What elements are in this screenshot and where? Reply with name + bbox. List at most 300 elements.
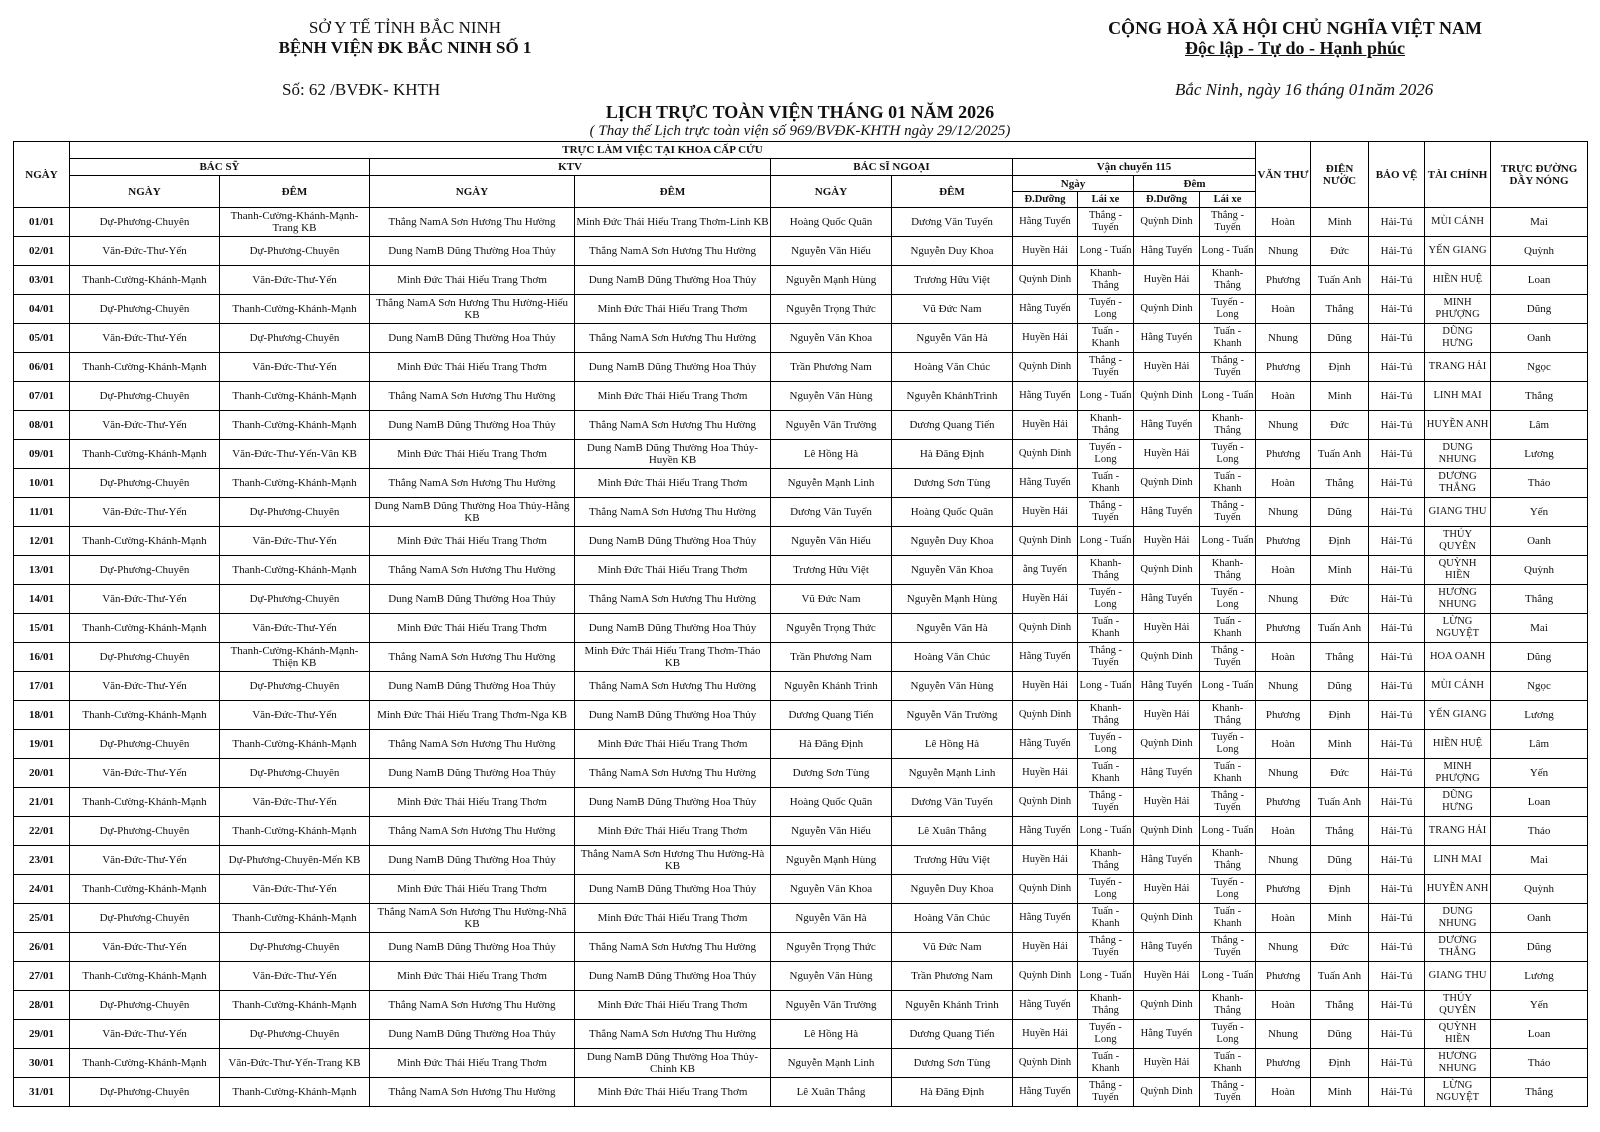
header-clerical: VĂN THƯ xyxy=(1256,142,1311,208)
cell-ktv-day: Dung NamB Dũng Thường Hoa Thủy xyxy=(370,585,575,614)
cell-date: 21/01 xyxy=(14,788,70,817)
cell-date: 24/01 xyxy=(14,875,70,904)
cell-transport-day-nurse: Huyền Hải xyxy=(1013,324,1078,353)
cell-clerical: Phương xyxy=(1256,266,1311,295)
cell-transport-day-nurse: Quỳnh Dinh xyxy=(1013,440,1078,469)
header-doctor: BÁC SỸ xyxy=(70,159,370,176)
cell-doctor-day: Dự-Phương-Chuyên xyxy=(70,208,220,237)
cell-finance: HOA OANH xyxy=(1425,643,1491,672)
cell-transport-day-driver: Tuyến - Long xyxy=(1078,1020,1134,1049)
cell-hotline: Dũng xyxy=(1491,643,1588,672)
cell-ktv-day: Thắng NamA Sơn Hương Thu Hường xyxy=(370,208,575,237)
cell-external-day: Nguyễn Văn Trường xyxy=(771,991,892,1020)
cell-hotline: Lương xyxy=(1491,962,1588,991)
table-row xyxy=(14,382,1588,411)
cell-security: Hải-Tú xyxy=(1369,846,1425,875)
cell-doctor-day: Văn-Đức-Thư-Yến xyxy=(70,411,220,440)
cell-transport-night-driver: Khanh-Thắng xyxy=(1200,556,1256,585)
cell-ktv-day: Dung NamB Dũng Thường Hoa Thủy xyxy=(370,672,575,701)
cell-transport-day-nurse: Huyền Hải xyxy=(1013,1020,1078,1049)
cell-finance: MÙI CẢNH xyxy=(1425,672,1491,701)
cell-doctor-night: Văn-Đức-Thư-Yến xyxy=(220,527,370,556)
cell-finance: QUỲNH HIỀN xyxy=(1425,1020,1491,1049)
table-row xyxy=(14,730,1588,759)
cell-ktv-day: Dung NamB Dũng Thường Hoa Thủy xyxy=(370,759,575,788)
cell-utilities: Minh xyxy=(1311,1078,1369,1107)
cell-date: 16/01 xyxy=(14,643,70,672)
cell-utilities: Định xyxy=(1311,527,1369,556)
cell-clerical: Hoàn xyxy=(1256,208,1311,237)
cell-transport-day-nurse: Quỳnh Dinh xyxy=(1013,614,1078,643)
cell-hotline: Lương xyxy=(1491,701,1588,730)
table-row xyxy=(14,295,1588,324)
cell-date: 29/01 xyxy=(14,1020,70,1049)
cell-transport-night-driver: Tuyến - Long xyxy=(1200,730,1256,759)
cell-date: 08/01 xyxy=(14,411,70,440)
cell-external-day: Dương Sơn Tùng xyxy=(771,759,892,788)
cell-ktv-night: Thắng NamA Sơn Hương Thu Hường xyxy=(575,585,771,614)
cell-doctor-day: Dự-Phương-Chuyên xyxy=(70,469,220,498)
cell-security: Hải-Tú xyxy=(1369,469,1425,498)
table-row xyxy=(14,324,1588,353)
cell-external-night: Nguyễn Văn Hà xyxy=(892,324,1013,353)
cell-utilities: Đức xyxy=(1311,411,1369,440)
cell-doctor-day: Dự-Phương-Chuyên xyxy=(70,1078,220,1107)
table-row xyxy=(14,904,1588,933)
cell-doctor-night: Dự-Phương-Chuyên xyxy=(220,498,370,527)
cell-utilities: Đức xyxy=(1311,933,1369,962)
cell-hotline: Yến xyxy=(1491,991,1588,1020)
cell-external-night: Vũ Đức Nam xyxy=(892,295,1013,324)
cell-external-night: Nguyễn Duy Khoa xyxy=(892,875,1013,904)
cell-external-day: Nguyễn Mạnh Linh xyxy=(771,1049,892,1078)
cell-utilities: Minh xyxy=(1311,556,1369,585)
cell-transport-day-driver: Khanh-Thắng xyxy=(1078,266,1134,295)
cell-doctor-night: Dự-Phương-Chuyên-Mến KB xyxy=(220,846,370,875)
cell-finance: QUỲNH HIỀN xyxy=(1425,556,1491,585)
cell-external-night: Dương Quang Tiến xyxy=(892,411,1013,440)
cell-security: Hải-Tú xyxy=(1369,788,1425,817)
cell-ktv-night: Minh Đức Thái Hiếu Trang Thơm xyxy=(575,730,771,759)
cell-transport-night-nurse: Hằng Tuyến xyxy=(1134,1020,1200,1049)
cell-hotline: Thắng xyxy=(1491,382,1588,411)
cell-ktv-night: Dung NamB Dũng Thường Hoa Thủy xyxy=(575,353,771,382)
cell-utilities: Tuấn Anh xyxy=(1311,788,1369,817)
cell-ktv-day: Dung NamB Dũng Thường Hoa Thủy xyxy=(370,324,575,353)
cell-external-day: Dương Quang Tiến xyxy=(771,701,892,730)
cell-security: Hải-Tú xyxy=(1369,643,1425,672)
cell-clerical: Nhung xyxy=(1256,585,1311,614)
cell-doctor-night: Văn-Đức-Thư-Yến xyxy=(220,701,370,730)
table-row xyxy=(14,1020,1588,1049)
cell-transport-day-driver: Tuyến - Long xyxy=(1078,875,1134,904)
cell-doctor-night: Văn-Đức-Thư-Yến xyxy=(220,875,370,904)
cell-external-night: Nguyễn Mạnh Linh xyxy=(892,759,1013,788)
cell-transport-night-driver: Tuấn - Khanh xyxy=(1200,469,1256,498)
cell-ktv-day: Minh Đức Thái Hiếu Trang Thơm xyxy=(370,614,575,643)
cell-doctor-day: Dự-Phương-Chuyên xyxy=(70,730,220,759)
cell-transport-night-driver: Long - Tuấn xyxy=(1200,817,1256,846)
cell-transport-night-driver: Khanh-Thắng xyxy=(1200,991,1256,1020)
cell-clerical: Phương xyxy=(1256,614,1311,643)
cell-ktv-night: Dung NamB Dũng Thường Hoa Thủy xyxy=(575,875,771,904)
cell-transport-day-driver: Long - Tuấn xyxy=(1078,237,1134,266)
cell-external-day: Nguyễn Văn Trường xyxy=(771,411,892,440)
cell-transport-day-driver: Thắng - Tuyến xyxy=(1078,498,1134,527)
cell-external-night: Nguyễn Văn Khoa xyxy=(892,556,1013,585)
cell-hotline: Ngọc xyxy=(1491,353,1588,382)
cell-external-night: Trần Phương Nam xyxy=(892,962,1013,991)
header-utilities: ĐIỆN NƯỚC xyxy=(1311,142,1369,208)
cell-security: Hải-Tú xyxy=(1369,411,1425,440)
cell-utilities: Dũng xyxy=(1311,672,1369,701)
cell-external-night: Hà Đăng Định xyxy=(892,440,1013,469)
cell-date: 31/01 xyxy=(14,1078,70,1107)
cell-security: Hải-Tú xyxy=(1369,1020,1425,1049)
cell-doctor-day: Dự-Phương-Chuyên xyxy=(70,904,220,933)
cell-doctor-night: Dự-Phương-Chuyên xyxy=(220,672,370,701)
cell-external-day: Nguyễn Văn Hiếu xyxy=(771,817,892,846)
cell-transport-night-nurse: Quỳnh Dinh xyxy=(1134,469,1200,498)
cell-doctor-day: Thanh-Cường-Khánh-Mạnh xyxy=(70,701,220,730)
cell-clerical: Nhung xyxy=(1256,324,1311,353)
cell-doctor-night: Văn-Đức-Thư-Yến-Vân KB xyxy=(220,440,370,469)
cell-ktv-night: Minh Đức Thái Hiếu Trang Thơm xyxy=(575,556,771,585)
cell-ktv-day: Dung NamB Dũng Thường Hoa Thủy xyxy=(370,411,575,440)
cell-transport-night-nurse: Hằng Tuyến xyxy=(1134,498,1200,527)
cell-date: 17/01 xyxy=(14,672,70,701)
cell-external-day: Nguyễn Văn Khoa xyxy=(771,324,892,353)
cell-doctor-night: Dự-Phương-Chuyên xyxy=(220,933,370,962)
header-transport-night-driver: Lái xe xyxy=(1200,192,1256,208)
cell-security: Hải-Tú xyxy=(1369,382,1425,411)
cell-ktv-night: Minh Đức Thái Hiếu Trang Thơm-Linh KB xyxy=(575,208,771,237)
cell-hotline: Yến xyxy=(1491,759,1588,788)
table-row xyxy=(14,556,1588,585)
cell-clerical: Phương xyxy=(1256,440,1311,469)
cell-ktv-night: Thắng NamA Sơn Hương Thu Hường xyxy=(575,498,771,527)
cell-clerical: Hoàn xyxy=(1256,1078,1311,1107)
cell-ktv-day: Minh Đức Thái Hiếu Trang Thơm xyxy=(370,353,575,382)
cell-clerical: Phương xyxy=(1256,701,1311,730)
cell-clerical: Nhung xyxy=(1256,411,1311,440)
cell-ktv-night: Dung NamB Dũng Thường Hoa Thủy xyxy=(575,962,771,991)
cell-hotline: Dũng xyxy=(1491,933,1588,962)
cell-transport-day-nurse: Huyền Hải xyxy=(1013,237,1078,266)
cell-ktv-night: Thắng NamA Sơn Hương Thu Hường xyxy=(575,759,771,788)
cell-utilities: Thắng xyxy=(1311,295,1369,324)
header-ext-night: ĐÊM xyxy=(892,176,1013,208)
cell-transport-night-nurse: Quỳnh Dinh xyxy=(1134,208,1200,237)
cell-ktv-night: Dung NamB Dũng Thường Hoa Thủy xyxy=(575,266,771,295)
cell-doctor-day: Dự-Phương-Chuyên xyxy=(70,643,220,672)
table-row xyxy=(14,788,1588,817)
cell-transport-night-nurse: Huyền Hải xyxy=(1134,875,1200,904)
cell-transport-night-nurse: Huyền Hải xyxy=(1134,962,1200,991)
cell-finance: HIỀN HUỆ xyxy=(1425,730,1491,759)
cell-external-night: Dương Văn Tuyến xyxy=(892,208,1013,237)
cell-clerical: Nhung xyxy=(1256,933,1311,962)
cell-external-night: Hoàng Văn Chúc xyxy=(892,353,1013,382)
cell-doctor-day: Văn-Đức-Thư-Yến xyxy=(70,324,220,353)
issuer-header xyxy=(215,18,595,58)
table-row xyxy=(14,759,1588,788)
cell-ktv-day: Minh Đức Thái Hiếu Trang Thơm xyxy=(370,266,575,295)
cell-security: Hải-Tú xyxy=(1369,295,1425,324)
document-number: Số: 62 /BVĐK- KHTH xyxy=(282,80,441,99)
cell-transport-day-driver: Long - Tuấn xyxy=(1078,962,1134,991)
cell-clerical: Hoàn xyxy=(1256,991,1311,1020)
cell-ktv-day: Dung NamB Dũng Thường Hoa Thủy xyxy=(370,237,575,266)
cell-hotline: Thảo xyxy=(1491,469,1588,498)
header-transport-day-driver: Lái xe xyxy=(1078,192,1134,208)
cell-transport-night-driver: Tuấn - Khanh xyxy=(1200,614,1256,643)
cell-external-day: Nguyễn Văn Hiếu xyxy=(771,527,892,556)
cell-doctor-day: Dự-Phương-Chuyên xyxy=(70,817,220,846)
cell-transport-day-nurse: Quỳnh Dinh xyxy=(1013,788,1078,817)
cell-transport-night-driver: Tuyến - Long xyxy=(1200,875,1256,904)
cell-transport-night-driver: Tuấn - Khanh xyxy=(1200,904,1256,933)
table-row xyxy=(14,208,1588,237)
cell-date: 28/01 xyxy=(14,991,70,1020)
cell-doctor-day: Thanh-Cường-Khánh-Mạnh xyxy=(70,875,220,904)
cell-doctor-day: Văn-Đức-Thư-Yến xyxy=(70,846,220,875)
cell-finance: MÙI CẢNH xyxy=(1425,208,1491,237)
cell-transport-day-driver: Long - Tuấn xyxy=(1078,382,1134,411)
cell-finance: DŨNG HƯNG xyxy=(1425,788,1491,817)
cell-date: 07/01 xyxy=(14,382,70,411)
cell-transport-night-driver: Thắng - Tuyến xyxy=(1200,1078,1256,1107)
issuer-department: SỞ Y TẾ TỈNH BẮC NINH xyxy=(308,18,502,37)
cell-external-day: Nguyễn Trọng Thức xyxy=(771,933,892,962)
cell-external-night: Vũ Đức Nam xyxy=(892,933,1013,962)
cell-security: Hải-Tú xyxy=(1369,585,1425,614)
cell-doctor-day: Văn-Đức-Thư-Yến xyxy=(70,237,220,266)
header-day: NGÀY xyxy=(14,142,70,208)
cell-ktv-day: Minh Đức Thái Hiếu Trang Thơm-Nga KB xyxy=(370,701,575,730)
cell-transport-night-nurse: Huyền Hải xyxy=(1134,788,1200,817)
cell-ktv-day: Thắng NamA Sơn Hương Thu Hường-Nhã KB xyxy=(370,904,575,933)
cell-transport-night-driver: Thắng - Tuyến xyxy=(1200,788,1256,817)
cell-date: 25/01 xyxy=(14,904,70,933)
cell-transport-day-driver: Tuấn - Khanh xyxy=(1078,614,1134,643)
table-row xyxy=(14,498,1588,527)
cell-external-night: Dương Sơn Tùng xyxy=(892,469,1013,498)
cell-finance: DƯƠNG THẮNG xyxy=(1425,469,1491,498)
cell-hotline: Loan xyxy=(1491,266,1588,295)
cell-transport-day-nurse: Hằng Tuyến xyxy=(1013,817,1078,846)
cell-hotline: Lâm xyxy=(1491,730,1588,759)
cell-hotline: Quỳnh xyxy=(1491,556,1588,585)
table-row xyxy=(14,469,1588,498)
cell-transport-day-nurse: Quỳnh Dinh xyxy=(1013,875,1078,904)
table-row xyxy=(14,1078,1588,1107)
cell-transport-day-driver: Thắng - Tuyến xyxy=(1078,788,1134,817)
cell-finance: TRANG HẢI xyxy=(1425,353,1491,382)
cell-doctor-night: Thanh-Cường-Khánh-Mạnh xyxy=(220,556,370,585)
cell-utilities: Đức xyxy=(1311,759,1369,788)
cell-clerical: Hoàn xyxy=(1256,643,1311,672)
cell-utilities: Tuấn Anh xyxy=(1311,266,1369,295)
cell-ktv-night: Thắng NamA Sơn Hương Thu Hường xyxy=(575,933,771,962)
cell-security: Hải-Tú xyxy=(1369,353,1425,382)
cell-transport-night-driver: Long - Tuấn xyxy=(1200,672,1256,701)
issuer-hospital: BỆNH VIỆN ĐK BẮC NINH SỐ 1 xyxy=(278,38,532,57)
table-row xyxy=(14,1049,1588,1078)
table-row xyxy=(14,991,1588,1020)
cell-doctor-night: Thanh-Cường-Khánh-Mạnh xyxy=(220,469,370,498)
cell-ktv-night: Minh Đức Thái Hiếu Trang Thơm xyxy=(575,469,771,498)
national-motto: Độc lập - Tự do - Hạnh phúc xyxy=(1184,38,1406,58)
cell-transport-day-driver: Tuyến - Long xyxy=(1078,295,1134,324)
cell-utilities: Tuấn Anh xyxy=(1311,440,1369,469)
cell-external-day: Nguyễn Mạnh Hùng xyxy=(771,846,892,875)
cell-clerical: Hoàn xyxy=(1256,295,1311,324)
cell-utilities: Thắng xyxy=(1311,469,1369,498)
table-row xyxy=(14,962,1588,991)
cell-external-day: Vũ Đức Nam xyxy=(771,585,892,614)
cell-ktv-day: Thắng NamA Sơn Hương Thu Hường xyxy=(370,643,575,672)
cell-doctor-night: Thanh-Cường-Khánh-Mạnh-Trang KB xyxy=(220,208,370,237)
cell-clerical: Nhung xyxy=(1256,237,1311,266)
cell-security: Hải-Tú xyxy=(1369,730,1425,759)
cell-doctor-day: Dự-Phương-Chuyên xyxy=(70,295,220,324)
cell-transport-night-nurse: Hằng Tuyến xyxy=(1134,585,1200,614)
table-row xyxy=(14,585,1588,614)
header-transport-day: Ngày xyxy=(1013,176,1134,192)
table-row xyxy=(14,875,1588,904)
cell-security: Hải-Tú xyxy=(1369,672,1425,701)
cell-external-day: Lê Hồng Hà xyxy=(771,440,892,469)
cell-doctor-night: Thanh-Cường-Khánh-Mạnh xyxy=(220,382,370,411)
cell-external-night: Nguyễn Mạnh Hùng xyxy=(892,585,1013,614)
cell-external-day: Hoàng Quốc Quân xyxy=(771,208,892,237)
cell-date: 19/01 xyxy=(14,730,70,759)
header-external-doctor: BÁC SĨ NGOẠI xyxy=(771,159,1013,176)
cell-hotline: Loan xyxy=(1491,1020,1588,1049)
cell-transport-day-driver: Khanh-Thắng xyxy=(1078,701,1134,730)
cell-transport-day-nurse: ằng Tuyến xyxy=(1013,556,1078,585)
cell-ktv-night: Minh Đức Thái Hiếu Trang Thơm-Thảo KB xyxy=(575,643,771,672)
cell-date: 05/01 xyxy=(14,324,70,353)
cell-date: 11/01 xyxy=(14,498,70,527)
cell-date: 22/01 xyxy=(14,817,70,846)
cell-ktv-night: Minh Đức Thái Hiếu Trang Thơm xyxy=(575,295,771,324)
cell-security: Hải-Tú xyxy=(1369,962,1425,991)
header-ktv-day: NGÀY xyxy=(370,176,575,208)
cell-transport-day-driver: Thắng - Tuyến xyxy=(1078,353,1134,382)
cell-transport-day-nurse: Hằng Tuyến xyxy=(1013,208,1078,237)
cell-finance: YẾN GIANG xyxy=(1425,237,1491,266)
cell-transport-day-nurse: Hằng Tuyến xyxy=(1013,469,1078,498)
cell-doctor-night: Dự-Phương-Chuyên xyxy=(220,759,370,788)
cell-ktv-night: Thắng NamA Sơn Hương Thu Hường-Hà KB xyxy=(575,846,771,875)
cell-finance: DUNG NHUNG xyxy=(1425,904,1491,933)
cell-hotline: Quỳnh xyxy=(1491,875,1588,904)
cell-security: Hải-Tú xyxy=(1369,933,1425,962)
cell-external-night: Hoàng Quốc Quân xyxy=(892,498,1013,527)
table-row xyxy=(14,614,1588,643)
table-row xyxy=(14,817,1588,846)
cell-ktv-day: Thắng NamA Sơn Hương Thu Hường xyxy=(370,469,575,498)
cell-ktv-day: Dung NamB Dũng Thường Hoa Thủy xyxy=(370,1020,575,1049)
cell-transport-day-nurse: Quỳnh Dinh xyxy=(1013,1049,1078,1078)
cell-transport-day-driver: Khanh-Thắng xyxy=(1078,991,1134,1020)
cell-utilities: Định xyxy=(1311,701,1369,730)
cell-ktv-night: Dung NamB Dũng Thường Hoa Thủy xyxy=(575,788,771,817)
cell-doctor-day: Thanh-Cường-Khánh-Mạnh xyxy=(70,440,220,469)
cell-transport-day-nurse: Quỳnh Dinh xyxy=(1013,353,1078,382)
cell-external-day: Nguyễn Khánh Trình xyxy=(771,672,892,701)
cell-date: 13/01 xyxy=(14,556,70,585)
cell-transport-night-driver: Tuấn - Khanh xyxy=(1200,1049,1256,1078)
cell-doctor-day: Thanh-Cường-Khánh-Mạnh xyxy=(70,353,220,382)
cell-transport-night-nurse: Quỳnh Dinh xyxy=(1134,556,1200,585)
header-finance: TÀI CHÍNH xyxy=(1425,142,1491,208)
cell-transport-night-driver: Tuyến - Long xyxy=(1200,585,1256,614)
page-subtitle: ( Thay thế Lịch trực toàn viện số 969/BVĐK-KHTH ngày 29/12/2025) xyxy=(589,123,1011,139)
cell-hotline: Oanh xyxy=(1491,324,1588,353)
cell-finance: MINH PHƯỢNG xyxy=(1425,295,1491,324)
cell-transport-day-driver: Tuấn - Khanh xyxy=(1078,1049,1134,1078)
cell-external-night: Nguyễn KhánhTrình xyxy=(892,382,1013,411)
cell-clerical: Nhung xyxy=(1256,1020,1311,1049)
cell-doctor-day: Văn-Đức-Thư-Yến xyxy=(70,498,220,527)
cell-finance: TRANG HẢI xyxy=(1425,817,1491,846)
cell-clerical: Hoàn xyxy=(1256,469,1311,498)
cell-ktv-night: Minh Đức Thái Hiếu Trang Thơm xyxy=(575,904,771,933)
cell-transport-night-driver: Tuyến - Long xyxy=(1200,295,1256,324)
cell-transport-night-driver: Tuấn - Khanh xyxy=(1200,759,1256,788)
cell-transport-night-driver: Thắng - Tuyến xyxy=(1200,353,1256,382)
cell-finance: MINH PHƯỢNG xyxy=(1425,759,1491,788)
cell-date: 06/01 xyxy=(14,353,70,382)
table-row xyxy=(14,643,1588,672)
cell-doctor-day: Dự-Phương-Chuyên xyxy=(70,991,220,1020)
cell-ktv-night: Dung NamB Dũng Thường Hoa Thủy xyxy=(575,527,771,556)
cell-ktv-night: Thắng NamA Sơn Hương Thu Hường xyxy=(575,1020,771,1049)
cell-finance: GIANG THU xyxy=(1425,498,1491,527)
cell-transport-day-driver: Tuyến - Long xyxy=(1078,730,1134,759)
cell-clerical: Nhung xyxy=(1256,672,1311,701)
cell-security: Hải-Tú xyxy=(1369,208,1425,237)
cell-ktv-night: Dung NamB Dũng Thường Hoa Thủy-Chinh KB xyxy=(575,1049,771,1078)
cell-transport-day-driver: Tuấn - Khanh xyxy=(1078,759,1134,788)
cell-hotline: Mai xyxy=(1491,614,1588,643)
cell-transport-night-driver: Khanh-Thắng xyxy=(1200,266,1256,295)
header-transport-night-nurse: Đ.Dưỡng xyxy=(1134,192,1200,208)
cell-finance: LINH MAI xyxy=(1425,382,1491,411)
cell-hotline: Mai xyxy=(1491,846,1588,875)
table-row xyxy=(14,527,1588,556)
cell-transport-night-nurse: Huyền Hải xyxy=(1134,353,1200,382)
cell-date: 04/01 xyxy=(14,295,70,324)
cell-external-day: Nguyễn Văn Khoa xyxy=(771,875,892,904)
cell-external-night: Hoàng Văn Chúc xyxy=(892,643,1013,672)
cell-transport-day-nurse: Quỳnh Dinh xyxy=(1013,527,1078,556)
cell-clerical: Nhung xyxy=(1256,759,1311,788)
cell-doctor-night: Văn-Đức-Thư-Yến xyxy=(220,614,370,643)
cell-transport-night-driver: Thắng - Tuyến xyxy=(1200,208,1256,237)
cell-security: Hải-Tú xyxy=(1369,614,1425,643)
table-row xyxy=(14,440,1588,469)
cell-transport-night-nurse: Huyền Hải xyxy=(1134,1049,1200,1078)
cell-transport-day-driver: Thắng - Tuyến xyxy=(1078,208,1134,237)
cell-external-day: Nguyễn Mạnh Hùng xyxy=(771,266,892,295)
cell-date: 27/01 xyxy=(14,962,70,991)
cell-clerical: Hoàn xyxy=(1256,730,1311,759)
cell-ktv-day: Thắng NamA Sơn Hương Thu Hường xyxy=(370,1078,575,1107)
